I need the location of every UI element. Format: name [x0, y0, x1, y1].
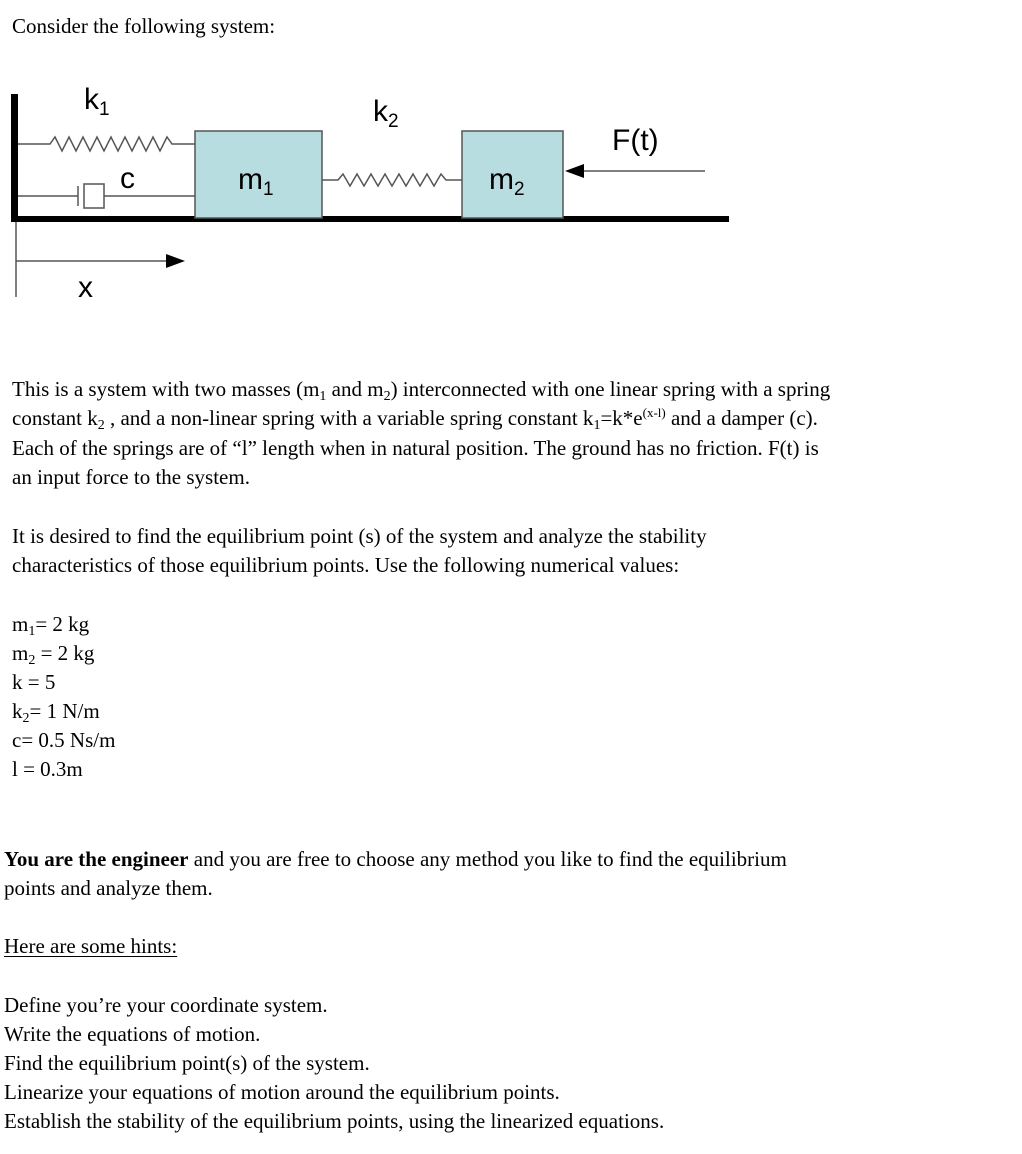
value-k: k = 5 [12, 670, 56, 694]
description-line-2: constant $k_2$ , and a non-linear spring with a variable spring constant $k_1=k*e^{(x-l)}$ and a damper (c). [12, 405, 818, 433]
value-m2: $m_2 = 2$ kg [12, 641, 95, 668]
label-k2: $k_2$ [373, 95, 399, 132]
hint-item: Define you’re your coordinate system. [4, 993, 328, 1017]
description-line-4: an input force to the system. [12, 465, 250, 489]
label-c: c [120, 162, 135, 195]
value-l: l = 0.3m [12, 757, 83, 781]
hint-item: Linearize your equations of motion around the equilibrium points. [4, 1080, 560, 1104]
value-c: c= 0.5 Ns/m [12, 728, 116, 752]
hint-item: Establish the stability of the equilibrium points, using the linearized equations. [4, 1109, 665, 1133]
damper-c [18, 184, 195, 208]
engineer-line-2: points and analyze them. [4, 876, 213, 900]
spring-k1 [18, 137, 195, 151]
value-k2: $k_2= 1$ N/m [12, 699, 100, 726]
label-m1: $m_1$ [238, 163, 274, 200]
goal-line-1: It is desired to find the equilibrium point (s) of the system and analyze the stability [12, 524, 707, 548]
label-m2: $m_2$ [489, 163, 525, 200]
force-arrowhead [565, 164, 584, 178]
label-x: x [78, 271, 93, 304]
ground [11, 216, 729, 222]
hint-item: Write the equations of motion. [4, 1022, 261, 1046]
value-m1: $m_1= 2$ kg [12, 612, 90, 639]
wall [11, 94, 18, 222]
goal-line-2: characteristics of those equilibrium points. Use the following numerical values: [12, 553, 680, 577]
description-line-3: Each of the springs are of “l” length when in natural position. The ground has no friction. F(t) is [12, 436, 819, 460]
spring-k2 [322, 174, 462, 186]
label-k1: $k_1$ [84, 83, 110, 120]
label-force: F(t) [612, 124, 659, 157]
x-axis-arrowhead [166, 254, 185, 268]
mass-spring-damper-diagram [0, 70, 740, 310]
description-line-1: This is a system with two masses ($m_1$ and $m_2$) interconnected with one linear spring with a spring [12, 377, 831, 404]
intro-text: Consider the following system: [12, 14, 276, 38]
hints-title: Here are some hints: [4, 934, 178, 958]
hint-item: Find the equilibrium point(s) of the system. [4, 1051, 370, 1075]
engineer-line-1: You are the engineer and you are free to choose any method you like to find the equilibrium [4, 847, 787, 871]
